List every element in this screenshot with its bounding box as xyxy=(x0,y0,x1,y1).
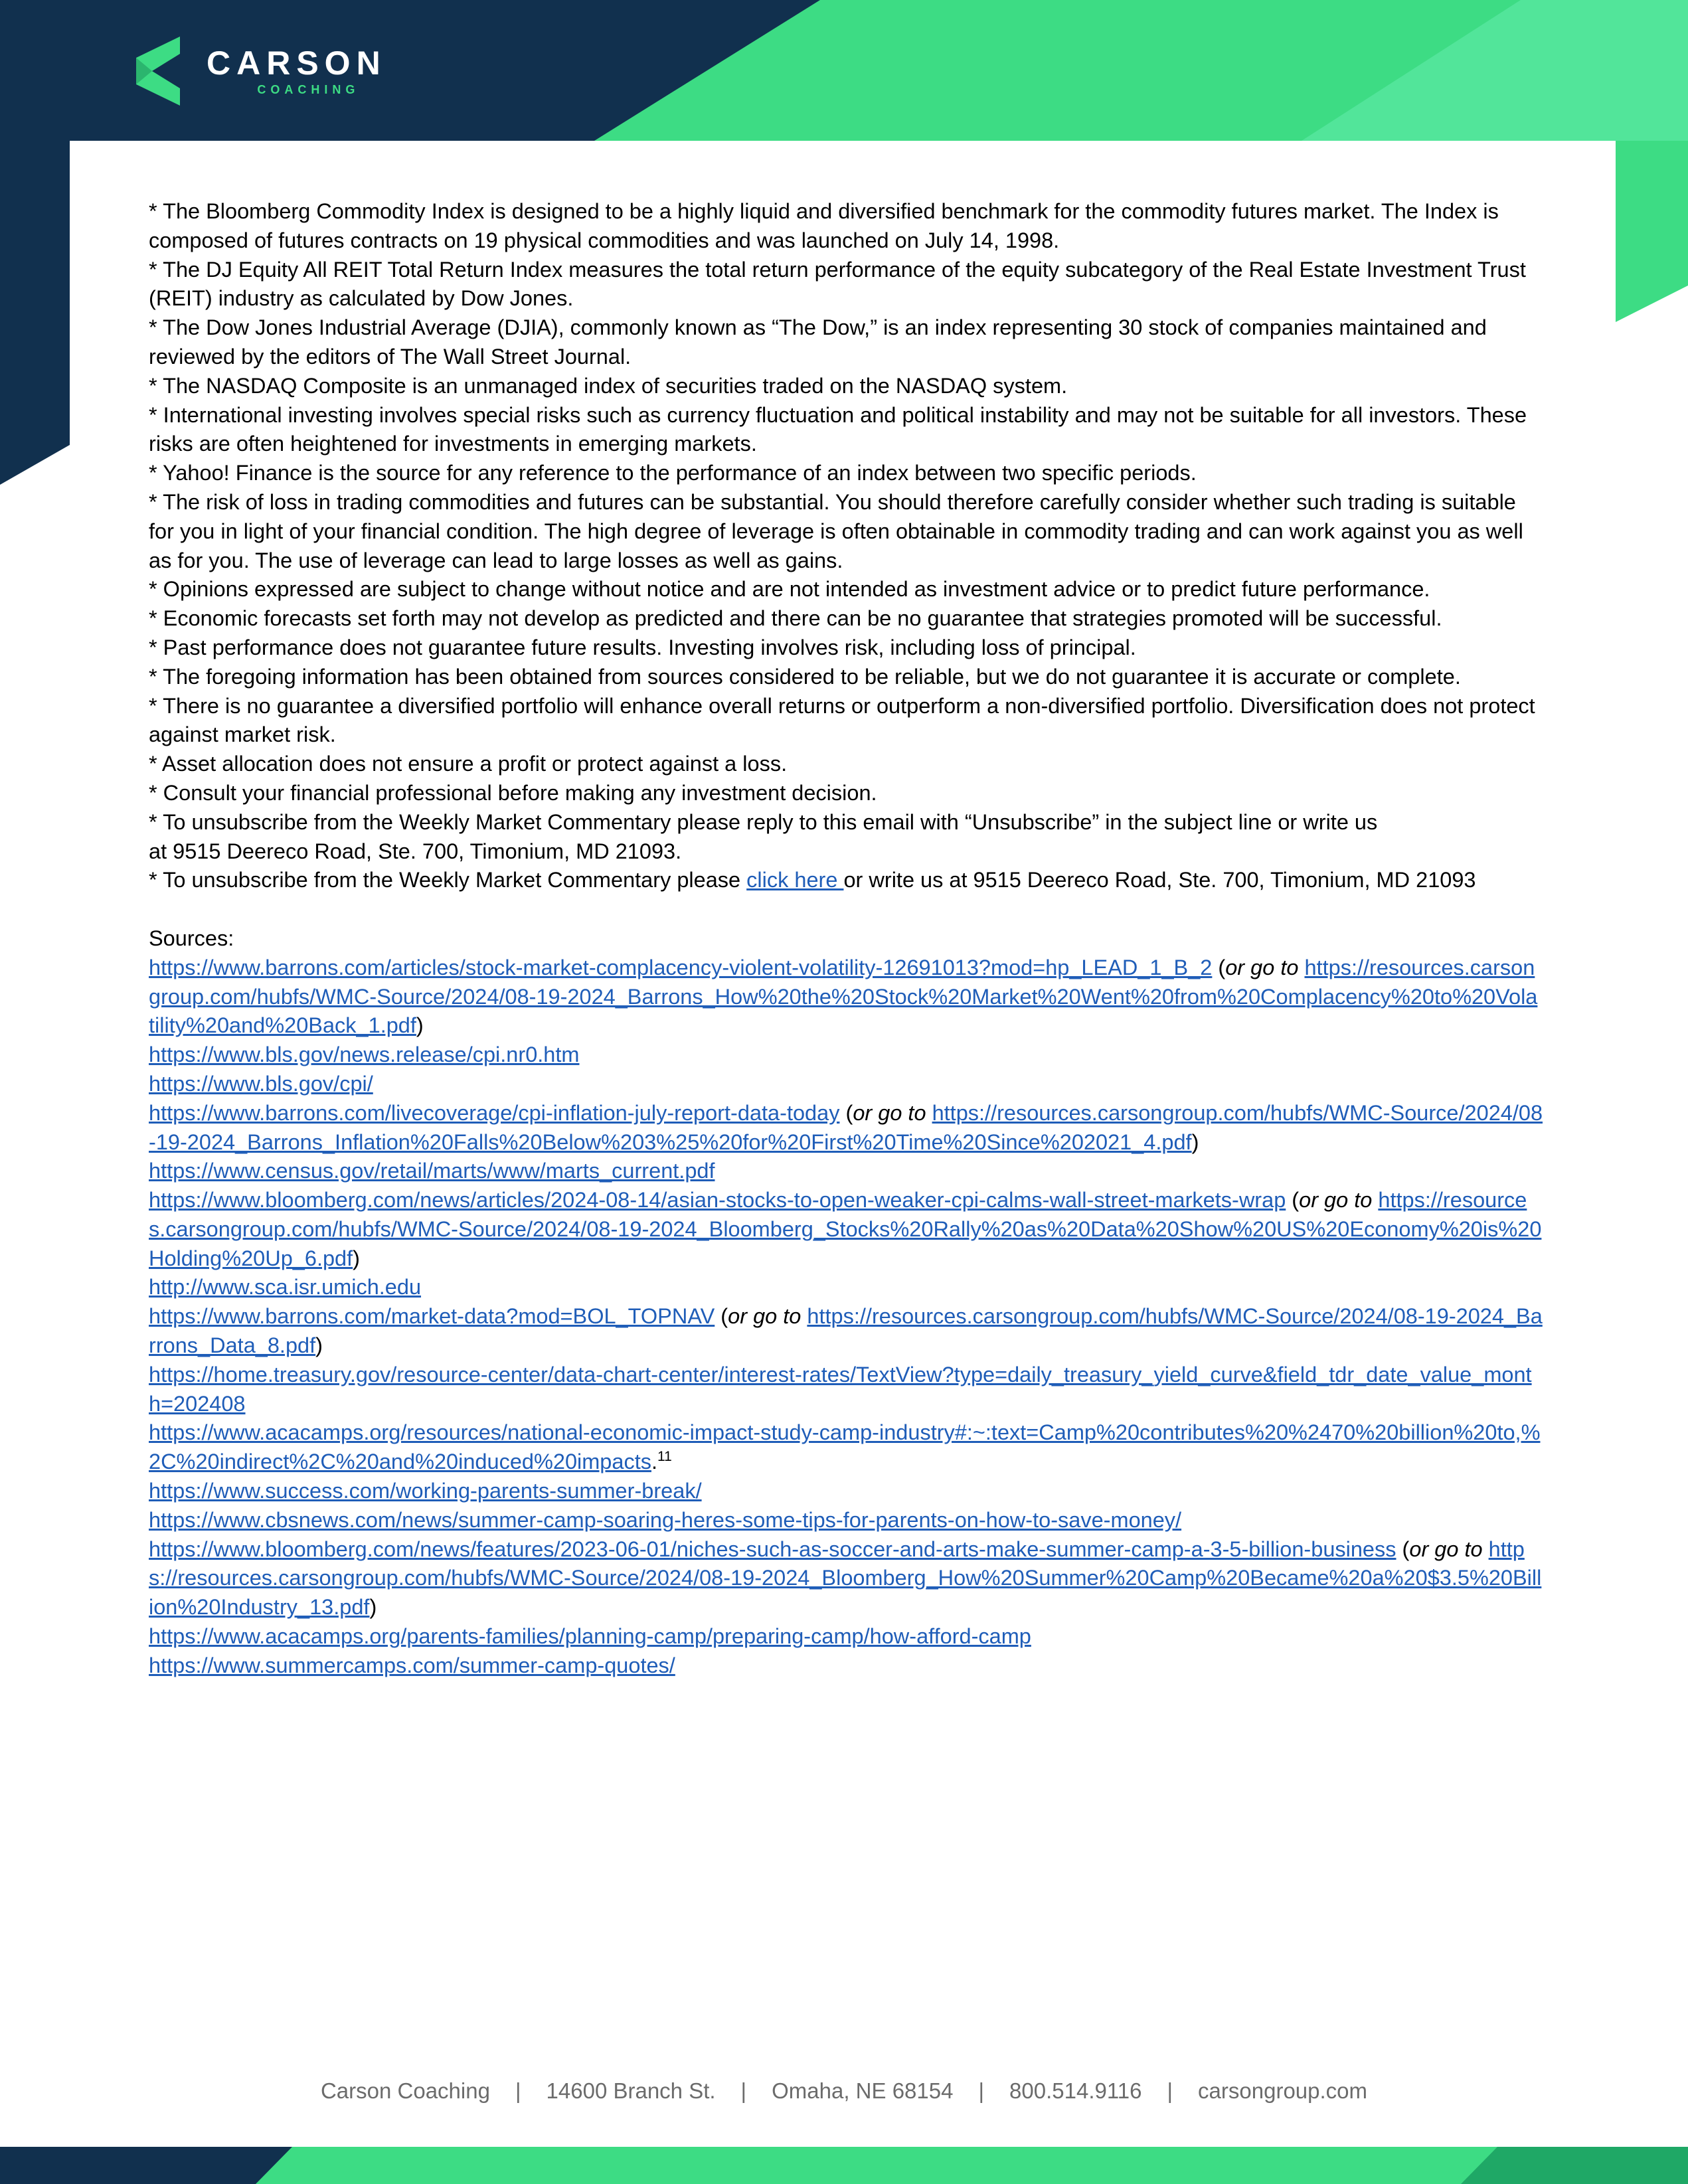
document-body xyxy=(149,197,1543,1681)
source-link[interactable]: https://www.barrons.com/articles/stock-market-complacency-violent-volatility-12691013?mod=hp_LEAD_1_B_2 xyxy=(149,955,1213,979)
footer-street: 14600 Branch St. xyxy=(546,2078,716,2103)
source-link[interactable]: https://www.success.com/working-parents-summer-break/ xyxy=(149,1479,702,1503)
source-item xyxy=(149,1273,1543,1302)
disclosure-item: * The DJ Equity All REIT Total Return Index measures the total return performance of the equity subcategory of the Real Estate Investment Trust (REIT) industry as calculated by Dow Jones. xyxy=(149,257,1526,311)
unsubscribe-address: or write us at 9515 Deereco Road, Ste. 700, Timonium, MD 21093 xyxy=(843,868,1476,892)
source-link[interactable]: https://www.bloomberg.com/news/articles/2024-08-14/asian-stocks-to-open-weaker-cpi-calms-wall-street-markets-wrap xyxy=(149,1188,1286,1213)
source-item xyxy=(149,1041,1543,1070)
or-go-to: or go to xyxy=(1225,955,1299,979)
source-link[interactable]: https://www.bls.gov/news.release/cpi.nr0.htm xyxy=(149,1043,580,1067)
or-go: or go xyxy=(1299,1188,1349,1213)
source-item: https://www.barrons.com/livecoverage/cpi-inflation-july-report-data-today (or go to https://resources.carsongroup.com/hubfs/WMC-Source/2024/08-19-2024_Barrons_Inflation%20Falls%20Below%203%25%20for%20First%20Time%20Since%202021_4.pdf) xyxy=(149,1100,1543,1154)
disclosure-item: * Past performance does not guarantee future results. Investing involves risk, including loss of principal. xyxy=(149,635,1136,659)
source-alt-link[interactable]: https://resources.carsongroup.com/hubfs/WMC-Source/2024/08-19-2024_Barrons_Inflation%20Falls%20Below%203%25%20for%20First%20Time%20Since%202021_4.pdf xyxy=(149,1100,1543,1154)
source-item xyxy=(149,1651,1543,1681)
disclosure-item: * Consult your financial professional before making any investment decision. xyxy=(149,780,877,805)
disclosure-item: * Economic forecasts set forth may not develop as predicted and there can be no guarantee that strategies promoted will be successful. xyxy=(149,606,1442,631)
unsubscribe-line-1: * To unsubscribe from the Weekly Market Commentary please reply to this email with “Unsubscribe” in the subject line or write us xyxy=(149,809,1378,834)
source-item: https://www.barrons.com/market-data?mod=BOL_TOPNAV (or go to https://resources.carsongroup.com/hubfs/WMC-Source/2024/08-19-2024_Barrons_Data_8.pdf) xyxy=(149,1304,1543,1358)
footer-separator: | xyxy=(740,2078,747,2103)
source-alt-link[interactable]: https://resources.carsongroup.com/hubfs/WMC-Source/2024/08-19-2024_Bloomberg_How%20Summer%20Camp%20Became%20a%20$3.5%20Billion%20Industry_13.pdf xyxy=(149,1537,1542,1620)
carson-coaching-logo xyxy=(136,37,386,106)
carson-chevron-icon xyxy=(136,37,180,106)
footer-phone: 800.514.9116 xyxy=(1009,2078,1142,2103)
disclosure-item: * The foregoing information has been obtained from sources considered to be reliable, but we do not guarantee it is accurate or complete. xyxy=(149,664,1461,689)
footer-green-right xyxy=(1461,2147,1688,2184)
source-link[interactable]: https://www.acacamps.org/resources/national-economic-impact-study-camp-industry#:~:text=Camp%20contributes%20%2470%20billion%20to,%2C%20indirect%2C%20and%20induced%20impacts xyxy=(149,1420,1541,1474)
footer-website: carsongroup.com xyxy=(1198,2078,1368,2103)
unsubscribe-link-notice xyxy=(149,866,1543,895)
source-link[interactable]: https://www.summercamps.com/summer-camp-quotes/ xyxy=(149,1653,675,1677)
disclosures xyxy=(149,197,1543,895)
source-link[interactable]: https://www.barrons.com/livecoverage/cpi-inflation-july-report-data-today xyxy=(149,1100,840,1125)
footer-city: Omaha, NE 68154 xyxy=(772,2078,954,2103)
sources-label: Sources: xyxy=(149,926,234,950)
footer-company: Carson Coaching xyxy=(320,2078,490,2103)
or-go-to: or go to xyxy=(1409,1537,1483,1561)
logo-name: CARSON xyxy=(207,44,386,82)
disclosure-item: * The Bloomberg Commodity Index is designed to be a highly liquid and diversified benchmark for the commodity futures market. The Index is composed of futures contracts on 19 physical commodities and was launched on July 14, 1998. xyxy=(149,199,1499,252)
left-navy-strip xyxy=(0,141,70,485)
footer-contact xyxy=(0,2078,1688,2104)
source-item: https://www.bloomberg.com/news/articles/2024-08-14/asian-stocks-to-open-weaker-cpi-calms-wall-street-markets-wrap (or go to https://resources.carsongroup.com/hubfs/WMC-Source/2024/08-19-2024_Bloomberg_Stocks%20Rally%20as%20Data%20Show%20US%20Economy%20is%20Holding%20Up_6.pdf) xyxy=(149,1188,1542,1270)
source-item xyxy=(149,1157,1543,1186)
source-link[interactable]: https://home.treasury.gov/resource-center/data-chart-center/interest-rates/TextView?type=daily_treasury_yield_curve&field_tdr_date_value_month=202408 xyxy=(149,1362,1532,1416)
unsubscribe-notice xyxy=(149,808,1543,867)
unsubscribe-click-here-link[interactable]: click here xyxy=(746,868,844,892)
source-alt-link[interactable]: https://resources.carsongroup.com/hubfs/WMC-Source/2024/08-19-2024_Bloomberg_Stocks%20Rally%20as%20Data%20Show%20US%20Economy%20is%20Holding%20Up_6.pdf xyxy=(149,1188,1542,1270)
disclosure-item: * Asset allocation does not ensure a profit or protect against a loss. xyxy=(149,752,788,776)
source-alt-link[interactable]: https://resources.carsongroup.com/hubfs/WMC-Source/2024/08-19-2024_Barrons_Data_8.pdf xyxy=(149,1304,1543,1358)
disclosure-item: * The NASDAQ Composite is an unmanaged index of securities traded on the NASDAQ system. xyxy=(149,373,1068,398)
footer-separator: | xyxy=(515,2078,521,2103)
or-go-to: or go to xyxy=(853,1100,926,1125)
source-item xyxy=(149,1506,1543,1535)
footer-separator: | xyxy=(978,2078,985,2103)
to: to xyxy=(1354,1188,1373,1213)
source-alt-link[interactable]: https://resources.carsongroup.com/hubfs/WMC-Source/2024/08-19-2024_Barrons_How%20the%20Stock%20Market%20Went%20from%20Complacency%20to%20Volatility%20and%20Back_1.pdf xyxy=(149,955,1538,1038)
source-item xyxy=(149,1477,1543,1506)
disclosure-item: * International investing involves special risks such as currency fluctuation and political instability and may not be suitable for all investors. These risks are often heightened for investments in emerging markets. xyxy=(149,402,1527,456)
logo-subtitle: COACHING xyxy=(257,82,360,96)
sources xyxy=(149,924,1543,1681)
disclosure-item: * The Dow Jones Industrial Average (DJIA), commonly known as “The Dow,” is an index representing 30 stock of companies maintained and reviewed by the editors of The Wall Street Journal. xyxy=(149,315,1487,369)
source-item: https://www.bloomberg.com/news/features/2023-06-01/niches-such-as-soccer-and-arts-make-summer-camp-a-3-5-billion-business (or go to https://resources.carsongroup.com/hubfs/WMC-Source/2024/08-19-2024_Bloomberg_How%20Summer%20Camp%20Became%20a%20$3.5%20Billion%20Industry_13.pdf) xyxy=(149,1537,1542,1620)
footnote-marker: 11 xyxy=(657,1449,672,1465)
disclosure-item: * Yahoo! Finance is the source for any reference to the performance of an index between two specific periods. xyxy=(149,461,1197,485)
unsubscribe-line-2: at 9515 Deereco Road, Ste. 700, Timonium, MD 21093. xyxy=(149,839,682,863)
source-item: https://www.barrons.com/articles/stock-market-complacency-violent-volatility-12691013?mod=hp_LEAD_1_B_2 (or go to https://resources.carsongroup.com/hubfs/WMC-Source/2024/08-19-2024_Barrons_How%20the%20Stock%20Market%20Went%20from%20Complacency%20to%20Volatility%20and%20Back_1.pdf) xyxy=(149,955,1538,1038)
source-link[interactable]: https://www.census.gov/retail/marts/www/marts_current.pdf xyxy=(149,1159,715,1183)
disclosure-item: * Opinions expressed are subject to change without notice and are not intended as investment advice or to predict future performance. xyxy=(149,577,1430,602)
disclosure-item: * There is no guarantee a diversified portfolio will enhance overall returns or outperform a non-diversified portfolio. Diversification does not protect against market risk. xyxy=(149,693,1535,747)
source-item xyxy=(149,1361,1543,1419)
disclosure-item: * The risk of loss in trading commodities and futures can be substantial. You should therefore carefully consider whether such trading is suitable for you in light of your financial condition. The high degree of leverage is often obtainable in commodity trading and can work against you as well as for you. The use of leverage can lead to large losses as well as gains. xyxy=(149,489,1523,572)
footer-separator: | xyxy=(1167,2078,1173,2103)
unsubscribe-text: * To unsubscribe from the Weekly Market Commentary please xyxy=(149,868,747,892)
source-link[interactable]: http://www.sca.isr.umich.edu xyxy=(149,1275,422,1300)
source-item xyxy=(149,1622,1543,1651)
source-link[interactable]: https://www.cbsnews.com/news/summer-camp-soaring-heres-some-tips-for-parents-on-how-to-save-money/ xyxy=(149,1507,1182,1532)
source-link[interactable]: https://www.barrons.com/market-data?mod=BOL_TOPNAV xyxy=(149,1304,715,1329)
source-item xyxy=(149,1070,1543,1099)
source-link[interactable]: https://www.bls.gov/cpi/ xyxy=(149,1071,373,1096)
source-link[interactable]: https://www.bloomberg.com/news/features/2023-06-01/niches-such-as-soccer-and-arts-make-summer-camp-a-3-5-billion-business xyxy=(149,1537,1396,1561)
right-green-strip xyxy=(1616,141,1688,322)
source-link[interactable]: https://www.acacamps.org/parents-families/planning-camp/preparing-camp/how-afford-camp xyxy=(149,1624,1031,1649)
or-go-to: or go to xyxy=(728,1304,802,1329)
source-item: https://www.acacamps.org/resources/national-economic-impact-study-camp-industry#:~:text=Camp%20contributes%20%2470%20billion%20to,%2C%20indirect%2C%20and%20induced%20impacts.$^{11}$ xyxy=(149,1420,1541,1474)
